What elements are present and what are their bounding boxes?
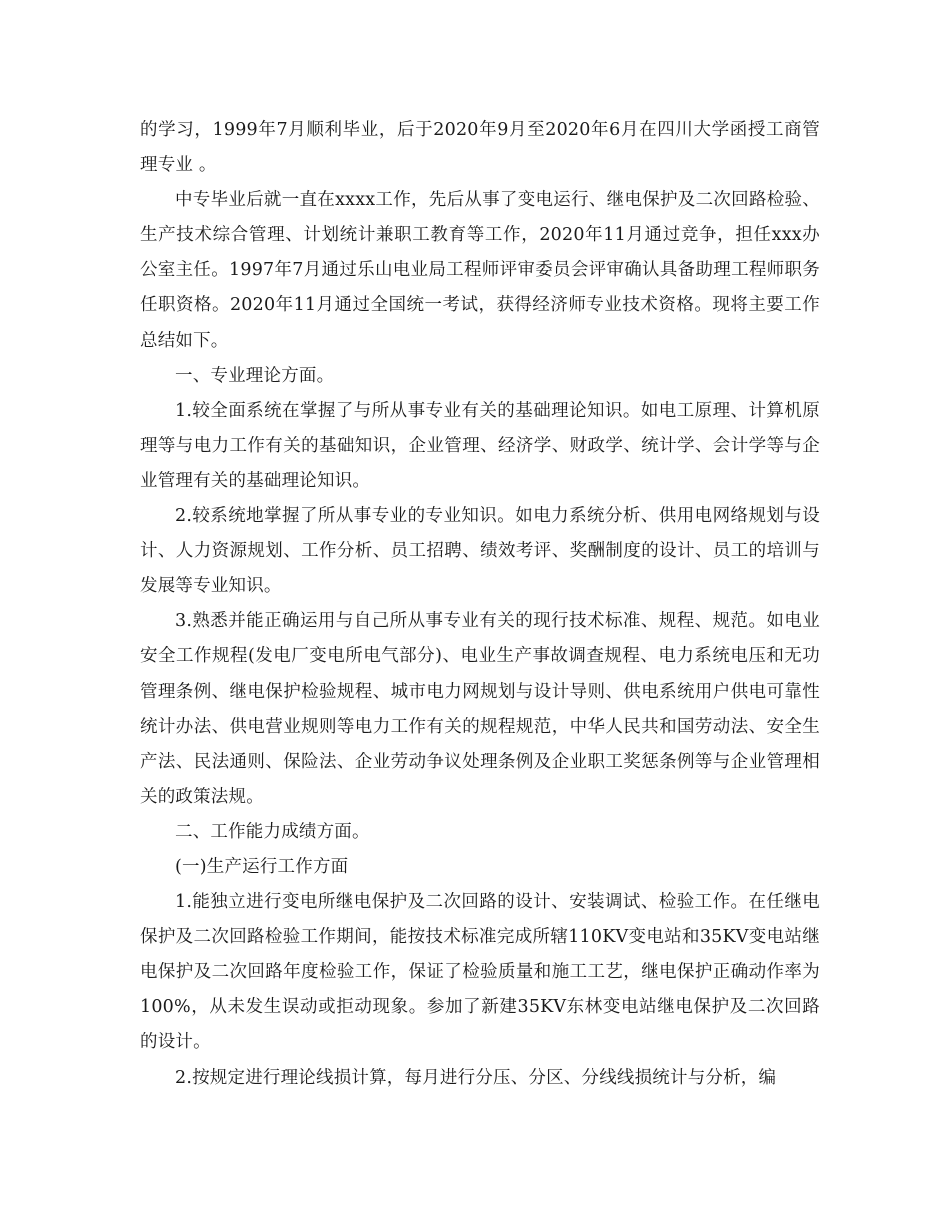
paragraph-operations-item-1: 1.能独立进行变电所继电保护及二次回路的设计、安装调试、检验工作。在任继电保护及二次回路检验工作期间，能按技术标准完成所辖110KV变电站和35KV变电站继电保护及二次回路年度检验工作，保证了检验质量和施工工艺，继电保护正确动作率为100%，从未发生误动或拒动现象。参加了新建35KV东林变电站继电保护及二次回路的设计。: [140, 892, 820, 1053]
subsection-heading-operations: (一)生产运行工作方面: [175, 856, 349, 877]
paragraph-theory-item-2: 2.较系统地掌握了所从事专业的专业知识。如电力系统分析、供用电网络规划与设计、人力资源规划、工作分析、员工招聘、绩效考评、奖酬制度的设计、员工的培训与发展等专业知识。: [140, 506, 820, 597]
section-heading-ability: 二、工作能力成绩方面。: [175, 821, 370, 842]
paragraph-education-continued: 的学习，1999年7月顺利毕业，后于2020年9月至2020年6月在四川大学函授工商管理专业 。: [140, 120, 820, 176]
section-heading-theory: 一、专业理论方面。: [175, 365, 335, 386]
paragraph-theory-item-3: 3.熟悉并能正确运用与自己所从事专业有关的现行技术标准、规程、规范。如电业安全工作规程(发电厂变电所电气部分)、电业生产事故调查规程、电力系统电压和无功管理条例、继电保护检验规程、城市电力网规划与设计导则、供电系统用户供电可靠性统计办法、供电营业规则等电力工作有关的规程规范，中华人民共和国劳动法、安全生产法、民法通则、保险法、企业劳动争议处理条例及企业职工奖惩条例等与企业管理相关的政策法规。: [140, 611, 820, 807]
document-body: [140, 113, 820, 1096]
paragraph-operations-item-2: 2.按规定进行理论线损计算，每月进行分压、分区、分线线损统计与分析，编: [175, 1067, 777, 1088]
paragraph-work-history: 中专毕业后就一直在xxxx工作，先后从事了变电运行、继电保护及二次回路检验、生产技术综合管理、计划统计兼职工教育等工作，2020年11月通过竞争，担任xxx办公室主任。1997年7月通过乐山电业局工程师评审委员会评审确认具备助理工程师职务任职资格。2020年11月通过全国统一考试，获得经济师专业技术资格。现将主要工作总结如下。: [140, 190, 820, 351]
paragraph-theory-item-1: 1.较全面系统在掌握了与所从事专业有关的基础理论知识。如电工原理、计算机原理等与电力工作有关的基础知识，企业管理、经济学、财政学、统计学、会计学等与企业管理有关的基础理论知识。: [140, 400, 820, 491]
